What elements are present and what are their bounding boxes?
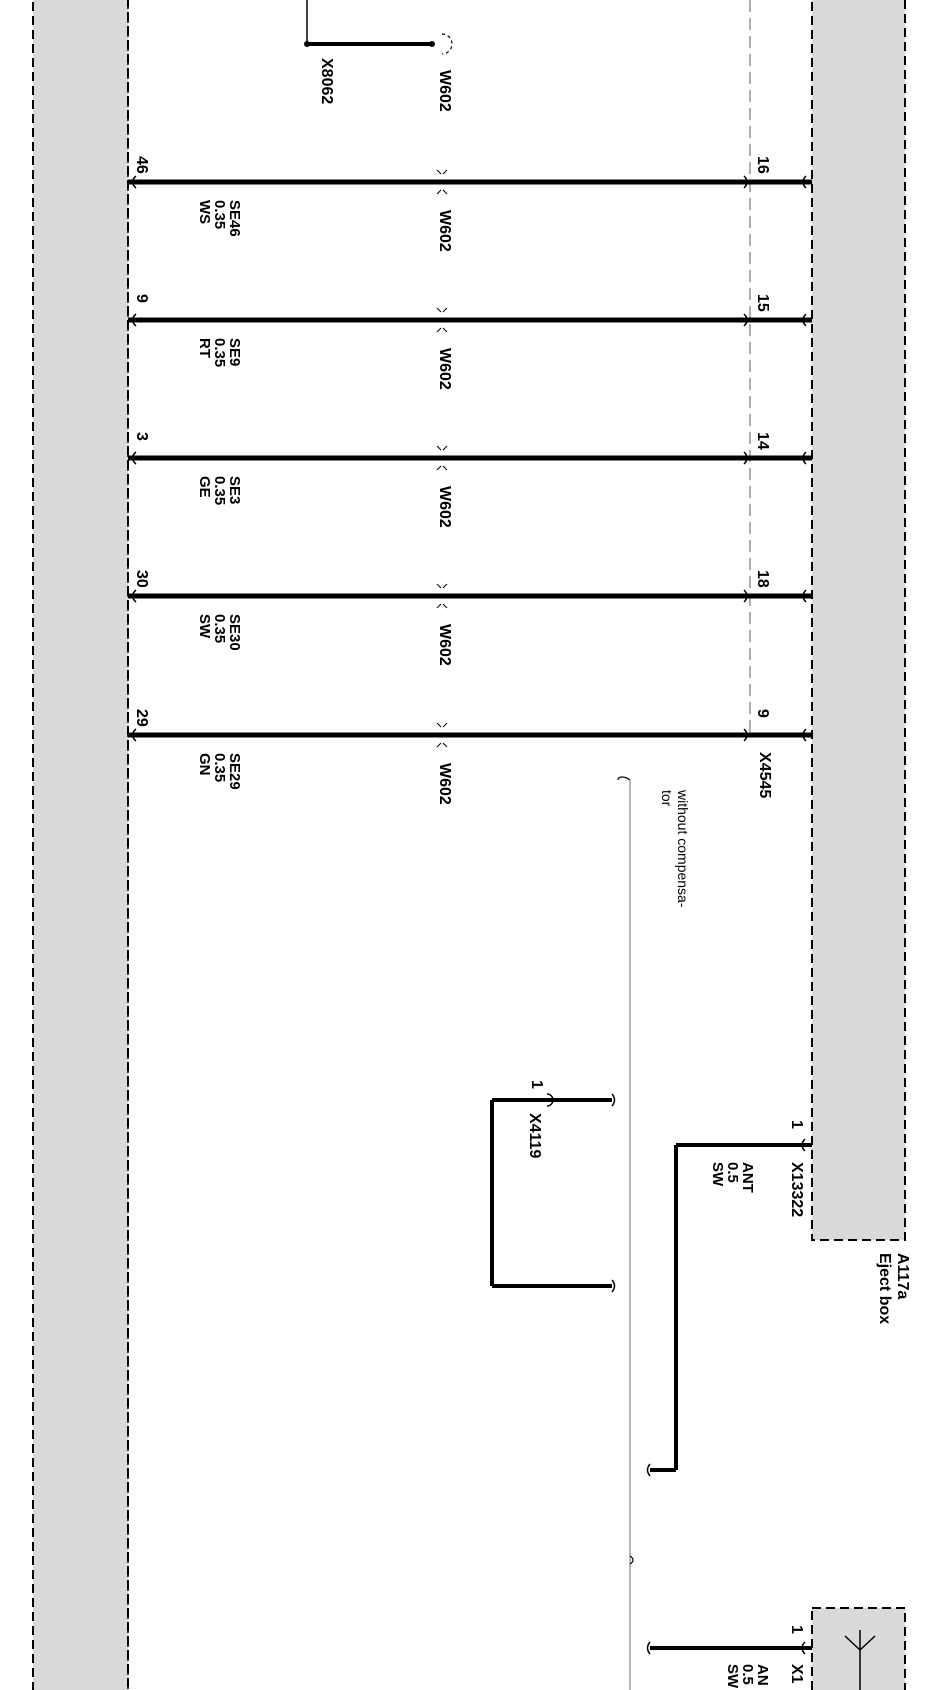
wire-signal: SE9 — [226, 338, 243, 367]
antenna-box-wire — [648, 1642, 813, 1654]
x4119-label: X4119 — [526, 1113, 543, 1159]
eject-signal: ANT — [739, 1162, 756, 1193]
wire-cross-section: 0.35 — [211, 753, 228, 783]
option-note-line2: tor — [659, 790, 675, 807]
eject-box-block — [812, 0, 905, 1240]
wire-signal: SE46 — [226, 200, 243, 237]
wire-left-pin: 9 — [133, 294, 150, 303]
eject-component-name: Eject box — [876, 1253, 893, 1325]
eject-pin: 1 — [788, 1120, 805, 1129]
top-cable-label: W602 — [436, 70, 453, 112]
wire-cable: W602 — [436, 348, 453, 390]
wire-color: WS — [196, 200, 213, 225]
left-control-unit — [33, 0, 128, 1690]
eject-connector-label: X13322 — [788, 1162, 805, 1218]
x8062-connector — [304, 0, 452, 54]
x4545-label: X4545 — [756, 752, 773, 799]
eject-antenna-wire — [648, 1139, 813, 1476]
option-note-line1: without compensa- — [675, 790, 691, 908]
wire-left-pin: 30 — [133, 570, 150, 588]
antenna-cross-section: 0.5 — [739, 1664, 756, 1685]
wire-cross-section: 0.35 — [211, 614, 228, 644]
eject-component-id: A117a — [894, 1253, 911, 1300]
wire-cable: W602 — [436, 624, 453, 666]
wire-right-pin: 9 — [754, 709, 771, 718]
wire-color: GE — [196, 476, 213, 498]
wire-right-pin: 18 — [754, 570, 771, 588]
wire-cable: W602 — [436, 486, 453, 528]
wire-signal: SE3 — [226, 476, 243, 505]
wire-color: SW — [196, 614, 213, 639]
wire-left-pin: 29 — [133, 709, 150, 727]
wire-right-pin: 16 — [754, 156, 771, 174]
wire-left-pin: 46 — [133, 156, 150, 174]
x4119-loop — [492, 1094, 615, 1292]
antenna-signal: AN — [754, 1664, 771, 1686]
wire-left-pin: 3 — [133, 432, 150, 441]
eject-cross-section: 0.5 — [724, 1162, 741, 1183]
x4119-pin: 1 — [528, 1080, 545, 1089]
wire-cross-section: 0.35 — [211, 200, 228, 230]
wire-color: RT — [196, 338, 213, 358]
wire-right-pin: 14 — [754, 432, 771, 450]
wire-cross-section: 0.35 — [211, 338, 228, 368]
wire-cross-section: 0.35 — [211, 476, 228, 506]
wire-cable: W602 — [436, 210, 453, 252]
wire-right-pin: 15 — [754, 294, 771, 312]
wire-cable: W602 — [436, 763, 453, 805]
wire-signal: SE29 — [226, 753, 243, 790]
wire-color: GN — [196, 753, 213, 776]
antenna-connector-label: X1 — [788, 1664, 805, 1684]
wire-signal: SE30 — [226, 614, 243, 651]
eject-color: SW — [709, 1162, 726, 1187]
x8062-label: X8062 — [318, 58, 335, 105]
antenna-color: SW — [724, 1664, 741, 1689]
antenna-pin: 1 — [788, 1625, 805, 1634]
option-bracket — [618, 777, 630, 780]
wires-group — [128, 156, 812, 805]
